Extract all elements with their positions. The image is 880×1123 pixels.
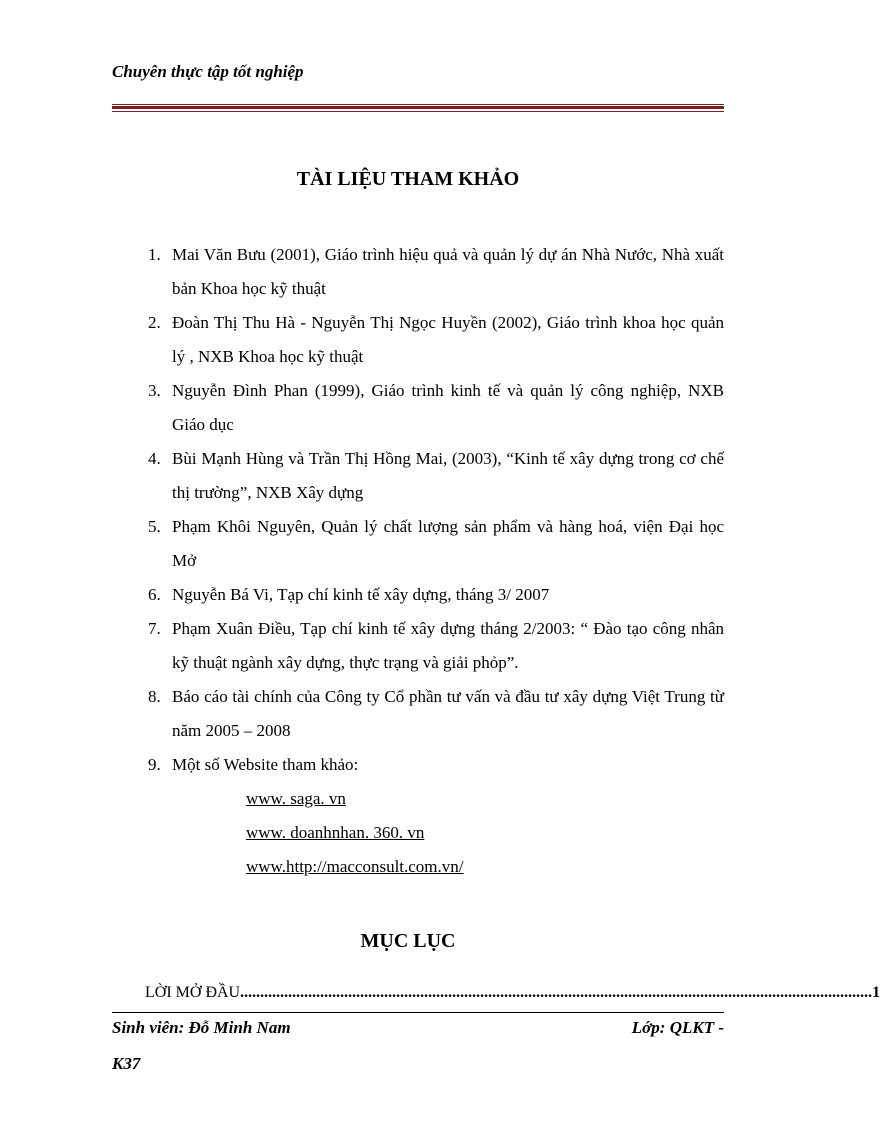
footer-student: Sinh viên: Đỗ Minh Nam [112, 1018, 291, 1037]
toc-entry-page: 1 [872, 984, 880, 1001]
reference-text: Đoàn Thị Thu Hà - Nguyễn Thị Ngọc Huyền (2002), Giáo trình khoa học quản lý , NXB Khoa học kỹ thuật [172, 313, 724, 366]
reference-item [112, 374, 724, 442]
reference-text: Phạm Xuân Điều, Tạp chí kinh tế xây dựng tháng 2/2003: “ Đào tạo công nhân kỹ thuật ngành xây dựng, thực trạng và giải phỏp”. [172, 619, 724, 672]
reference-text: Một số Website tham khảo: [172, 755, 359, 774]
reference-number: 4. [148, 449, 161, 468]
reference-item [112, 612, 724, 680]
website-link-macconsult[interactable]: www.http://macconsult.com.vn/ [246, 857, 464, 876]
reference-text: Bùi Mạnh Hùng và Trần Thị Hồng Mai, (2003), “Kinh tế xây dựng trong cơ chế thị trường”, NXB Xây dựng [172, 449, 724, 502]
reference-text: Nguyễn Bá Vi, Tạp chí kinh tế xây dựng, tháng 3/ 2007 [172, 585, 550, 604]
website-link-saga[interactable]: www. saga. vn [246, 789, 346, 808]
reference-number: 9. [148, 755, 161, 774]
reference-item [112, 306, 724, 374]
reference-number: 2. [148, 313, 161, 332]
website-list [172, 782, 724, 884]
reference-number: 6. [148, 585, 161, 604]
reference-item [112, 578, 724, 612]
toc-title: MỤC LỤC [360, 930, 456, 952]
reference-item [112, 680, 724, 748]
reference-number: 3. [148, 381, 161, 400]
reference-text: Nguyễn Đình Phan (1999), Giáo trình kinh tế và quản lý công nghiệp, NXB Giáo dục [172, 381, 724, 434]
reference-list [112, 238, 724, 884]
toc-entry-leader: .............................................................................................................................................................. [240, 984, 873, 1001]
header-rule-bottom [112, 111, 724, 112]
reference-item [112, 748, 724, 884]
references-title: TÀI LIỆU THAM KHẢO [296, 168, 520, 190]
header-rule-thick [112, 106, 724, 109]
website-link-doanhnhan[interactable]: www. doanhnhan. 360. vn [246, 823, 425, 842]
toc-entry-label: LỜI MỞ ĐẦU [145, 984, 241, 1001]
reference-number: 7. [148, 619, 161, 638]
reference-text: Báo cáo tài chính của Công ty Cổ phần tư vấn và đầu tư xây dựng Việt Trung từ năm 2005 – 2008 [172, 687, 724, 740]
footer-class-continued: K37 [112, 1054, 141, 1073]
reference-item [112, 238, 724, 306]
reference-text: Mai Văn Bưu (2001), Giáo trình hiệu quả và quản lý dự án Nhà Nước, Nhà xuất bản Khoa học kỹ thuật [172, 245, 724, 298]
header-rule-top [112, 104, 724, 105]
reference-item [112, 442, 724, 510]
toc-entry[interactable] [145, 984, 880, 1002]
reference-item [112, 510, 724, 578]
reference-text: Phạm Khôi Nguyên, Quản lý chất lượng sản phẩm và hàng hoá, viện Đại học Mở [172, 517, 724, 570]
running-header-title: Chuyên thực tập tốt nghiệp [112, 62, 304, 81]
reference-number: 8. [148, 687, 161, 706]
reference-number: 5. [148, 517, 161, 536]
reference-number: 1. [148, 245, 161, 264]
footer-rule [112, 1012, 724, 1013]
footer-class: Lớp: QLKT - [631, 1018, 724, 1037]
